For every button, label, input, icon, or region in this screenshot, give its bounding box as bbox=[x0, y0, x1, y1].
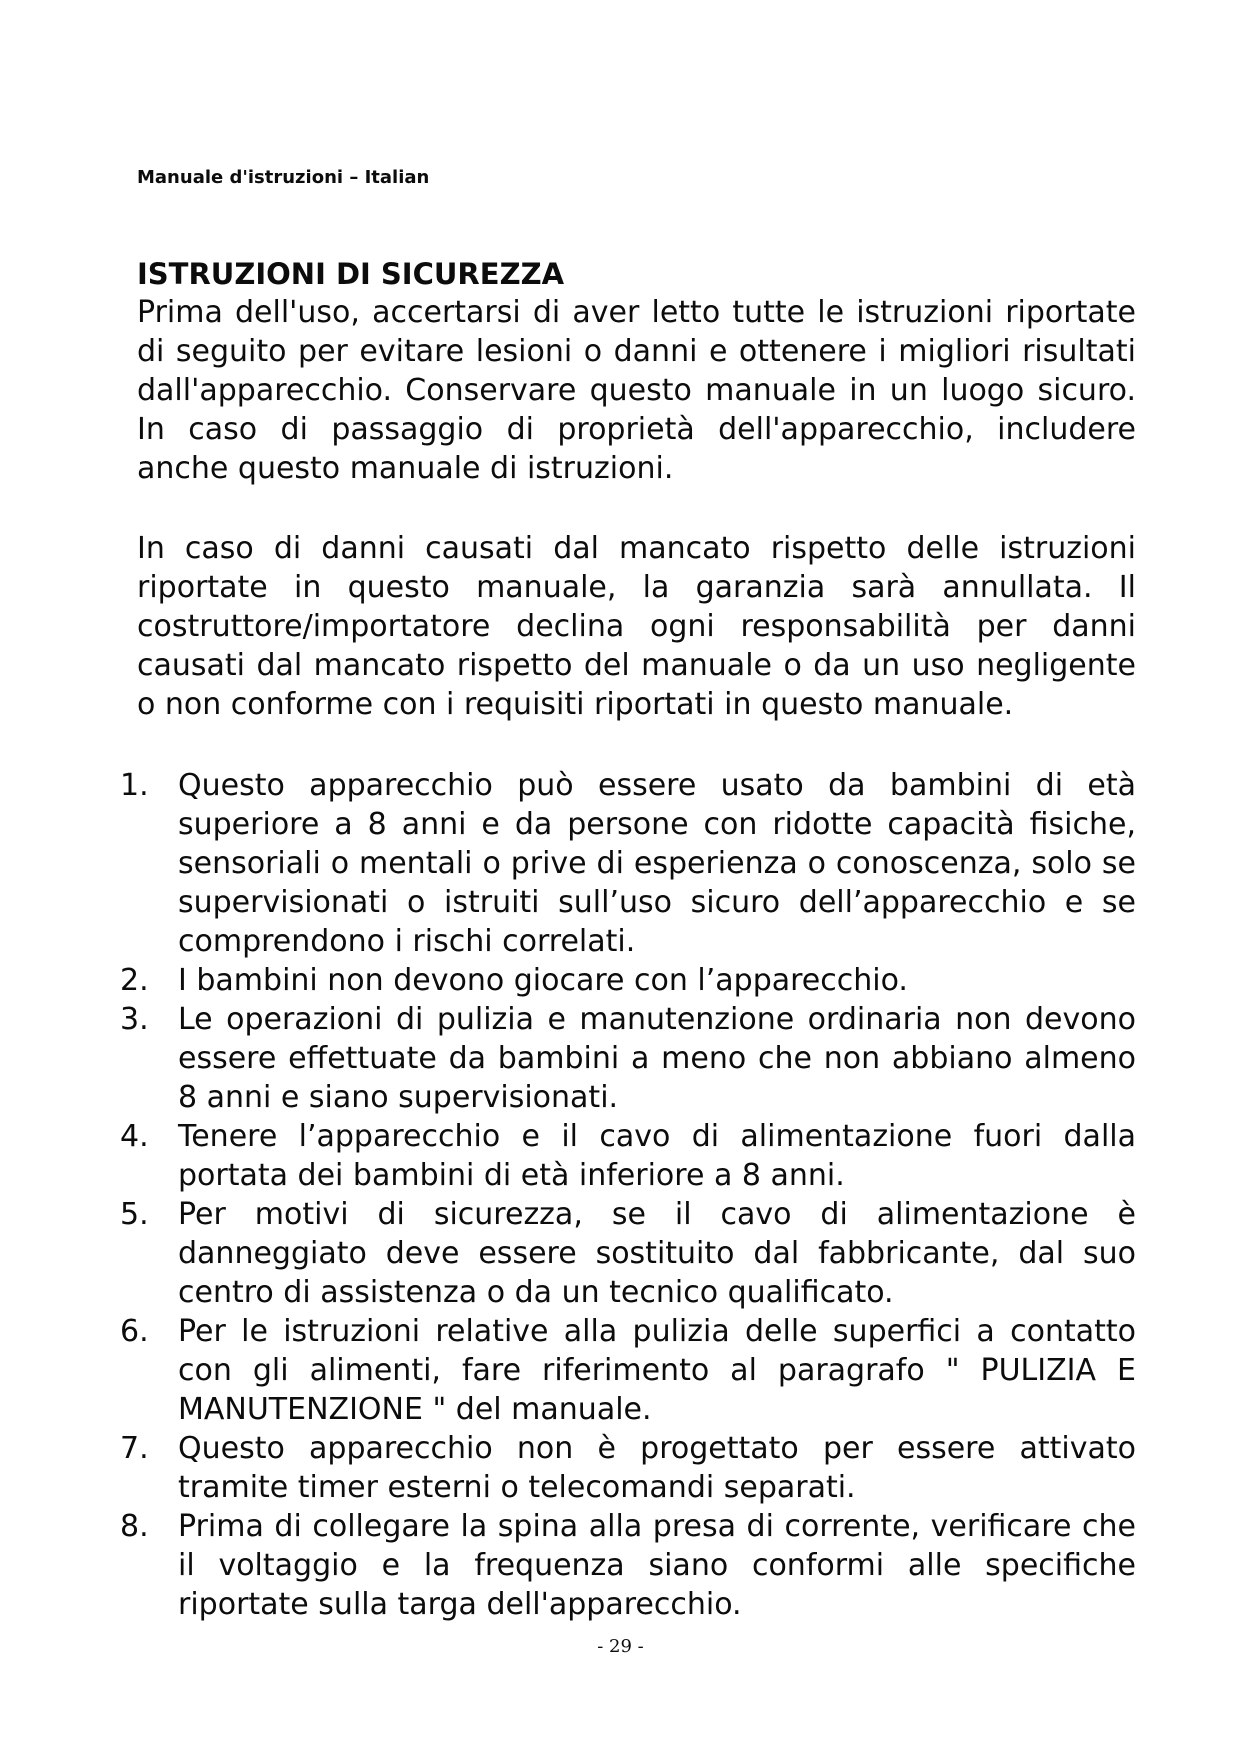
list-item-text: I bambini non devono giocare con l’apparecchio. bbox=[178, 963, 908, 998]
list-item-text: Prima di collegare la spina alla presa di corrente, verificare che il voltaggio e la frequenza siano conformi alle specifiche riportate sulla targa dell'apparecchio. bbox=[178, 1509, 1136, 1622]
warranty-paragraph: In caso di danni causati dal mancato rispetto delle istruzioni riportate in questo manuale, la garanzia sarà annullata. Il costruttore/importatore declina ogni responsabilità per danni causati dal mancato rispetto del manuale o da un uso negligente o non conforme con i requisiti riportati in questo manuale. bbox=[137, 531, 1136, 722]
list-item-text: Per motivi di sicurezza, se il cavo di alimentazione è danneggiato deve essere sostituito dal fabbricante, dal suo centro di assistenza o da un tecnico qualificato. bbox=[178, 1197, 1136, 1310]
list-item-number: 1. bbox=[120, 768, 149, 803]
list-item-text: Tenere l’apparecchio e il cavo di alimentazione fuori dalla portata dei bambini di età inferiore a 8 anni. bbox=[178, 1119, 1136, 1193]
list-item bbox=[120, 766, 1136, 961]
list-item bbox=[120, 1312, 1136, 1429]
list-item-number: 8. bbox=[120, 1509, 149, 1544]
list-item bbox=[120, 1000, 1136, 1117]
list-item-text: Le operazioni di pulizia e manutenzione ordinaria non devono essere effettuate da bambini a meno che non abbiano almeno 8 anni e siano supervisionati. bbox=[178, 1002, 1136, 1115]
page-number: - 29 - bbox=[597, 1636, 644, 1657]
list-item-number: 6. bbox=[120, 1314, 149, 1349]
list-item bbox=[120, 1429, 1136, 1507]
list-item-text: Questo apparecchio può essere usato da bambini di età superiore a 8 anni e da persone con ridotte capacità fisiche, sensoriali o mentali o prive di esperienza o conoscenza, solo se supervisionati o istruiti sull’uso sicuro dell’apparecchio e se comprendono i rischi correlati. bbox=[178, 768, 1136, 959]
list-item-text: Questo apparecchio non è progettato per essere attivato tramite timer esterni o telecomandi separati. bbox=[178, 1431, 1136, 1505]
list-item bbox=[120, 1507, 1136, 1624]
intro-paragraph: Prima dell'uso, accertarsi di aver letto tutte le istruzioni riportate di seguito per evitare lesioni o danni e ottenere i migliori risultati dall'apparecchio. Conservare questo manuale in un luogo sicuro. In caso di passaggio di proprietà dell'apparecchio, includere anche questo manuale di istruzioni. bbox=[137, 295, 1136, 486]
list-item-number: 4. bbox=[120, 1119, 149, 1154]
list-item-number: 5. bbox=[120, 1197, 149, 1232]
list-item-text: Per le istruzioni relative alla pulizia delle superfici a contatto con gli alimenti, fare riferimento al paragrafo " PULIZIA E MANUTENZIONE " del manuale. bbox=[178, 1314, 1136, 1427]
list-item bbox=[120, 1195, 1136, 1312]
document-header: Manuale d'istruzioni – Italian bbox=[137, 167, 430, 188]
safety-instructions-list bbox=[120, 766, 1136, 1624]
list-item bbox=[120, 1117, 1136, 1195]
list-item-number: 2. bbox=[120, 963, 149, 998]
list-item-number: 3. bbox=[120, 1002, 149, 1037]
list-item-number: 7. bbox=[120, 1431, 149, 1466]
list-item bbox=[120, 961, 1136, 1000]
section-title: ISTRUZIONI DI SICUREZZA bbox=[137, 257, 565, 291]
